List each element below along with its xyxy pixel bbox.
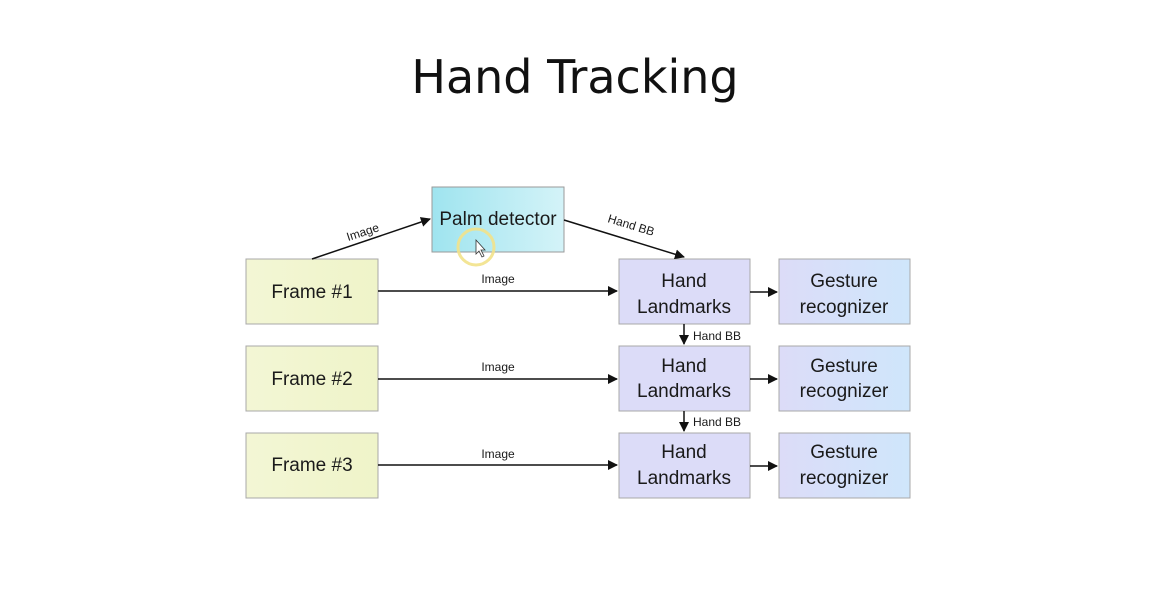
frame-label: Frame #3 [271,455,353,476]
edge-label-hand-bb: Hand BB [606,211,657,239]
hand-landmarks-label-line2: Landmarks [637,381,731,402]
frame-node-3 [246,433,378,498]
gesture-recognizer-label-line1: Gesture [810,356,878,377]
gesture-recognizer-node-3 [779,433,910,498]
gesture-recognizer-node-2 [779,346,910,411]
gesture-recognizer-node-1 [779,259,910,324]
hand-landmarks-node-3 [619,433,750,498]
hand-landmarks-label-line2: Landmarks [637,297,731,318]
palm-detector-label: Palm detector [439,209,557,230]
hand-landmarks-label-line1: Hand [661,271,707,292]
hand-landmarks-label-line1: Hand [661,442,707,463]
edge-label-image: Image [481,360,515,374]
edge-label-image: Image [481,272,515,286]
gesture-recognizer-label-line2: recognizer [799,381,889,402]
gesture-recognizer-label-line1: Gesture [810,442,878,463]
frame-node-1 [246,259,378,324]
hand-landmarks-node-2 [619,346,750,411]
edge-label-hand-bb: Hand BB [693,329,742,343]
edge-label-image: Image [344,220,381,245]
palm-detector-node [432,187,564,252]
slide-title: Hand Tracking [411,50,739,104]
frame-label: Frame #1 [271,282,353,303]
gesture-recognizer-label-line2: recognizer [799,297,889,318]
gesture-recognizer-label-line1: Gesture [810,271,878,292]
frame-label: Frame #2 [271,369,353,390]
gesture-recognizer-label-line2: recognizer [799,468,889,489]
edge-label-image: Image [481,447,515,461]
frame-node-2 [246,346,378,411]
hand-landmarks-node-1 [619,259,750,324]
hand-landmarks-label-line2: Landmarks [637,468,731,489]
hand-landmarks-label-line1: Hand [661,356,707,377]
edge-label-hand-bb: Hand BB [693,415,742,429]
